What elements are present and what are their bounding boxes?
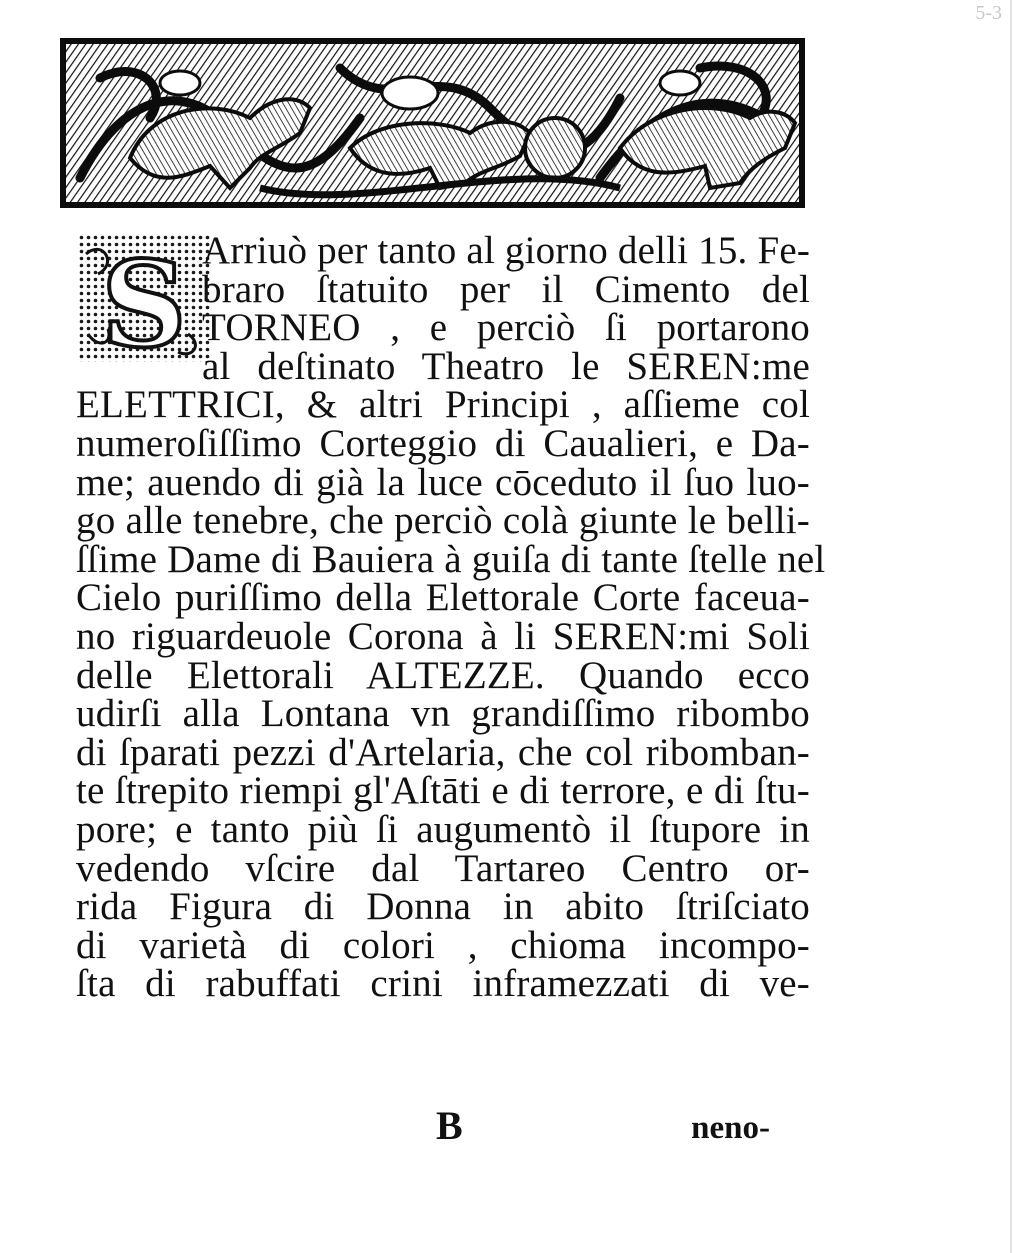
woodcut-headpiece — [60, 38, 805, 208]
text-line: me; auendo di già la luce cōceduto il ſuo luo- — [76, 460, 810, 504]
text-line: delle Elettorali ALTEZZE. Quando ecco — [76, 653, 810, 697]
text-line: di ſparati pezzi d'Artelaria, che col ribomban- — [76, 730, 810, 774]
text-line: rida Figura di Donna in abito ſtriſciato — [76, 885, 810, 929]
text-line: udirſi alla Lontana vn grandiſſimo ribombo — [76, 692, 810, 736]
svg-text:S: S — [101, 235, 187, 362]
text-line: go alle tenebre, che perciò colà giunte le belli- — [76, 499, 810, 543]
text-line: ſſime Dame di Bauiera à guiſa di tante ſtelle nel — [76, 537, 826, 581]
body-text — [76, 229, 826, 1006]
page-number-mark: 5-3 — [975, 2, 1002, 24]
text-line: ELETTRICI, & altri Principi , aſſieme col — [76, 383, 810, 427]
page-footer — [76, 1102, 810, 1152]
catchword: neno- — [691, 1110, 770, 1146]
text-line: vedendo vſcire dal Tartareo Centro or- — [76, 846, 810, 890]
text-line: TORNEO , e perciò ſi portarono — [202, 306, 810, 350]
text-line: numeroſiſſimo Corteggio di Caualieri, e Da- — [76, 421, 810, 465]
text-line: al deſtinato Theatro le SEREN:me — [202, 344, 810, 388]
text-line: ſta di rabuffati crini inframezzati di ve- — [76, 962, 810, 1006]
text-line: no riguardeuole Corona à li SEREN:mi Soli — [76, 614, 810, 658]
text-line: Cielo puriſſimo della Elettorale Corte faceua- — [76, 576, 810, 620]
text-line: braro ſtatuito per il Cimento del — [202, 267, 810, 311]
text-line: te ſtrepito riempi gl'Aſtāti e di terrore, e di ſtu- — [76, 769, 810, 813]
text-line: Arriuò per tanto al giorno delli 15. Fe- — [202, 229, 811, 272]
text-line: pore; e tanto più ſi augumentò il ſtupore in — [76, 807, 810, 851]
text-line: di varietà di colori , chioma incompo- — [76, 923, 810, 967]
signature-mark: B — [436, 1103, 463, 1148]
